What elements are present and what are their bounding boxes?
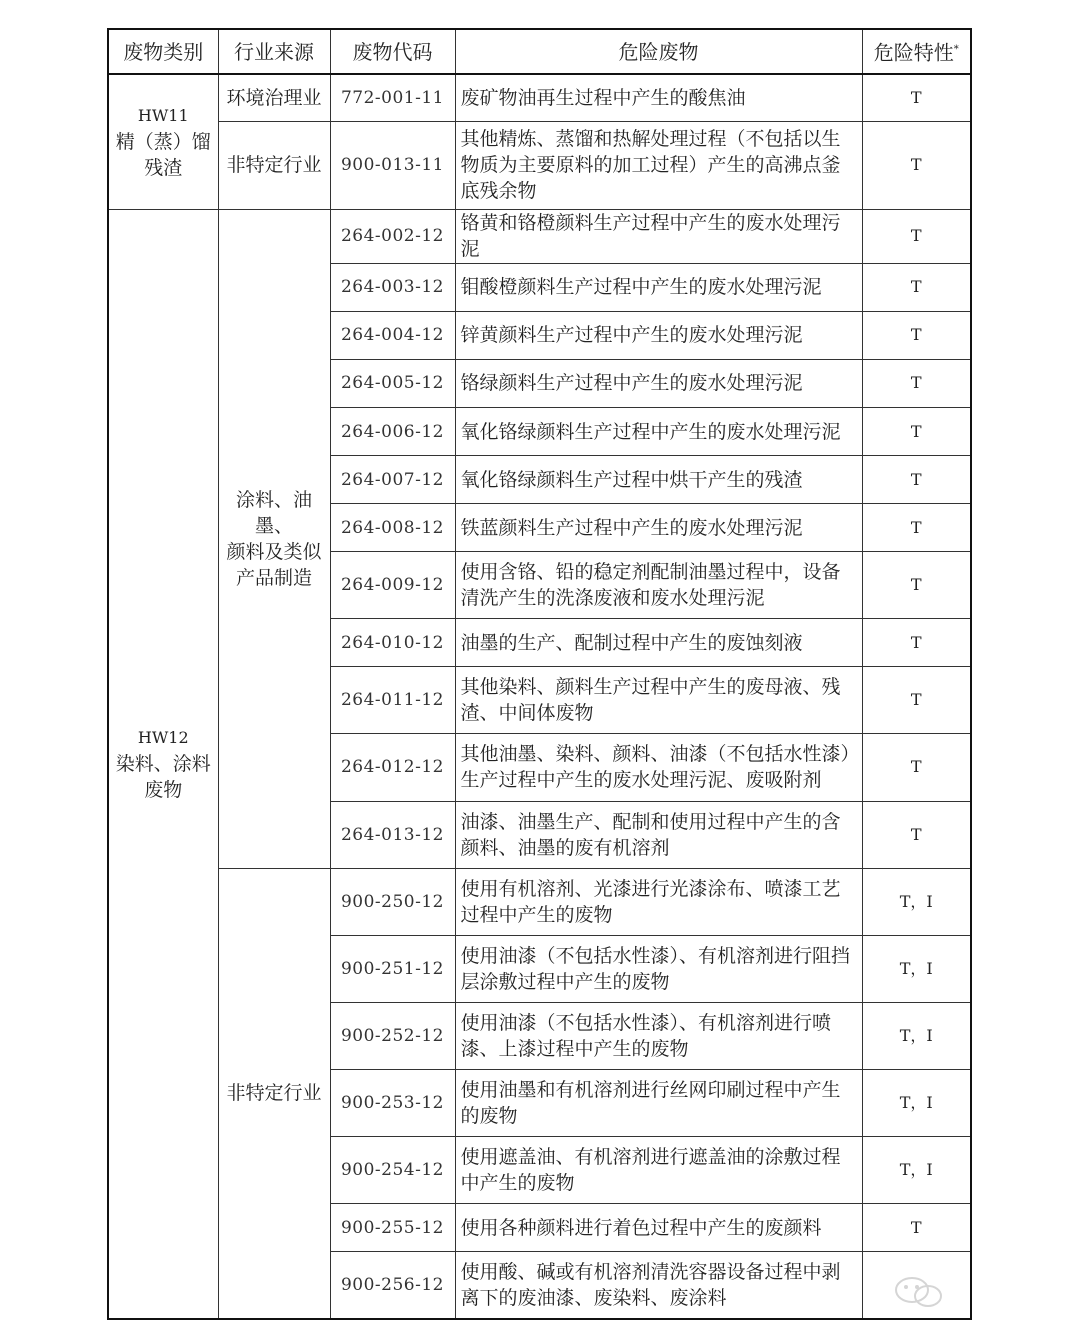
waste-code: 264-011-12 bbox=[330, 667, 455, 734]
waste-description: 其他精炼、蒸馏和热解处理过程（不包括以生物质为主要原料的加工过程）产生的高沸点釜底残余物 bbox=[455, 121, 862, 209]
hazard-value: T bbox=[862, 359, 971, 407]
hazard-value: T bbox=[862, 407, 971, 455]
category-hw12: HW12 染料、涂料 废物 bbox=[108, 209, 218, 1319]
header-code: 废物代码 bbox=[330, 29, 455, 74]
waste-description: 其他油墨、染料、颜料、油漆（不包括水性漆）生产过程中产生的废水处理污泥、废吸附剂 bbox=[455, 734, 862, 801]
waste-code: 264-003-12 bbox=[330, 263, 455, 311]
table-header-row bbox=[108, 29, 971, 74]
waste-description: 油墨的生产、配制过程中产生的废蚀刻液 bbox=[455, 619, 862, 667]
hazard-value: T bbox=[862, 209, 971, 263]
waste-code: 900-013-11 bbox=[330, 121, 455, 209]
waste-code: 900-251-12 bbox=[330, 935, 455, 1002]
waste-description: 油漆、油墨生产、配制和使用过程中产生的含颜料、油墨的废有机溶剂 bbox=[455, 801, 862, 868]
waste-description: 使用遮盖油、有机溶剂进行遮盖油的涂敷过程中产生的废物 bbox=[455, 1136, 862, 1203]
hazard-value: T bbox=[862, 667, 971, 734]
waste-description: 使用含铬、铅的稳定剂配制油墨过程中，设备清洗产生的洗涤废液和废水处理污泥 bbox=[455, 552, 862, 619]
waste-description: 铁蓝颜料生产过程中产生的废水处理污泥 bbox=[455, 504, 862, 552]
waste-code: 264-005-12 bbox=[330, 359, 455, 407]
table-row bbox=[108, 209, 971, 263]
waste-description: 使用油漆（不包括水性漆）、有机溶剂进行喷漆、上漆过程中产生的废物 bbox=[455, 1002, 862, 1069]
waste-description: 使用油墨和有机溶剂进行丝网印刷过程中产生的废物 bbox=[455, 1069, 862, 1136]
waste-description: 使用有机溶剂、光漆进行光漆涂布、喷漆工艺过程中产生的废物 bbox=[455, 868, 862, 935]
waste-code: 900-254-12 bbox=[330, 1136, 455, 1203]
waste-description: 废矿物油再生过程中产生的酸焦油 bbox=[455, 74, 862, 121]
waste-code: 264-007-12 bbox=[330, 456, 455, 504]
waste-description: 使用各种颜料进行着色过程中产生的废颜料 bbox=[455, 1204, 862, 1252]
industry-nonspecific: 非特定行业 bbox=[218, 121, 330, 209]
waste-code: 900-253-12 bbox=[330, 1069, 455, 1136]
waste-code: 264-008-12 bbox=[330, 504, 455, 552]
waste-code: 264-009-12 bbox=[330, 552, 455, 619]
hazard-value: T bbox=[862, 619, 971, 667]
waste-description: 铬绿颜料生产过程中产生的废水处理污泥 bbox=[455, 359, 862, 407]
hazard-value: T bbox=[862, 311, 971, 359]
hazardous-waste-table bbox=[107, 28, 972, 1320]
hazard-value: T，I bbox=[862, 935, 971, 1002]
waste-description: 使用酸、碱或有机溶剂清洗容器设备过程中剥离下的废油漆、废染料、废涂料 bbox=[455, 1252, 862, 1319]
waste-code: 264-013-12 bbox=[330, 801, 455, 868]
waste-code: 264-012-12 bbox=[330, 734, 455, 801]
header-category: 废物类别 bbox=[108, 29, 218, 74]
waste-code: 264-010-12 bbox=[330, 619, 455, 667]
hazard-value: T bbox=[862, 1204, 971, 1252]
hazard-value: T，I bbox=[862, 1002, 971, 1069]
waste-description: 氧化铬绿颜料生产过程中产生的废水处理污泥 bbox=[455, 407, 862, 455]
category-hw11: HW11 精（蒸）馏 残渣 bbox=[108, 74, 218, 209]
waste-code: 900-252-12 bbox=[330, 1002, 455, 1069]
header-industry: 行业来源 bbox=[218, 29, 330, 74]
waste-description: 其他染料、颜料生产过程中产生的废母液、残渣、中间体废物 bbox=[455, 667, 862, 734]
table-row bbox=[108, 868, 971, 935]
hazard-value: T，I bbox=[862, 1136, 971, 1203]
hazard-value: T bbox=[862, 456, 971, 504]
industry-env: 环境治理业 bbox=[218, 74, 330, 121]
hazard-value: T bbox=[862, 74, 971, 121]
industry-nonspecific-2: 非特定行业 bbox=[218, 868, 330, 1319]
waste-description: 氧化铬绿颜料生产过程中烘干产生的残渣 bbox=[455, 456, 862, 504]
hazard-value: T，I bbox=[862, 868, 971, 935]
waste-description: 使用油漆（不包括水性漆）、有机溶剂进行阻挡层涂敷过程中产生的废物 bbox=[455, 935, 862, 1002]
hazard-value: T，I bbox=[862, 1069, 971, 1136]
waste-description: 锌黄颜料生产过程中产生的废水处理污泥 bbox=[455, 311, 862, 359]
industry-coatings: 涂料、油墨、 颜料及类似 产品制造 bbox=[218, 209, 330, 868]
hazard-value: T bbox=[862, 263, 971, 311]
table-row bbox=[108, 121, 971, 209]
header-hazard: 危险特性* bbox=[862, 29, 971, 74]
waste-description: 钼酸橙颜料生产过程中产生的废水处理污泥 bbox=[455, 263, 862, 311]
table-row bbox=[108, 74, 971, 121]
header-waste: 危险废物 bbox=[455, 29, 862, 74]
waste-code: 900-256-12 bbox=[330, 1252, 455, 1319]
waste-code: 900-250-12 bbox=[330, 868, 455, 935]
waste-code: 900-255-12 bbox=[330, 1204, 455, 1252]
hazard-value: T bbox=[862, 734, 971, 801]
hazard-value: T bbox=[862, 121, 971, 209]
waste-code: 264-006-12 bbox=[330, 407, 455, 455]
hazard-value: T bbox=[862, 801, 971, 868]
watermark-chat-icon bbox=[890, 1272, 1055, 1314]
hazard-value: T bbox=[862, 504, 971, 552]
waste-code: 264-004-12 bbox=[330, 311, 455, 359]
hazard-value: T bbox=[862, 552, 971, 619]
waste-code: 772-001-11 bbox=[330, 74, 455, 121]
waste-code: 264-002-12 bbox=[330, 209, 455, 263]
waste-description: 铬黄和铬橙颜料生产过程中产生的废水处理污泥 bbox=[455, 209, 862, 263]
